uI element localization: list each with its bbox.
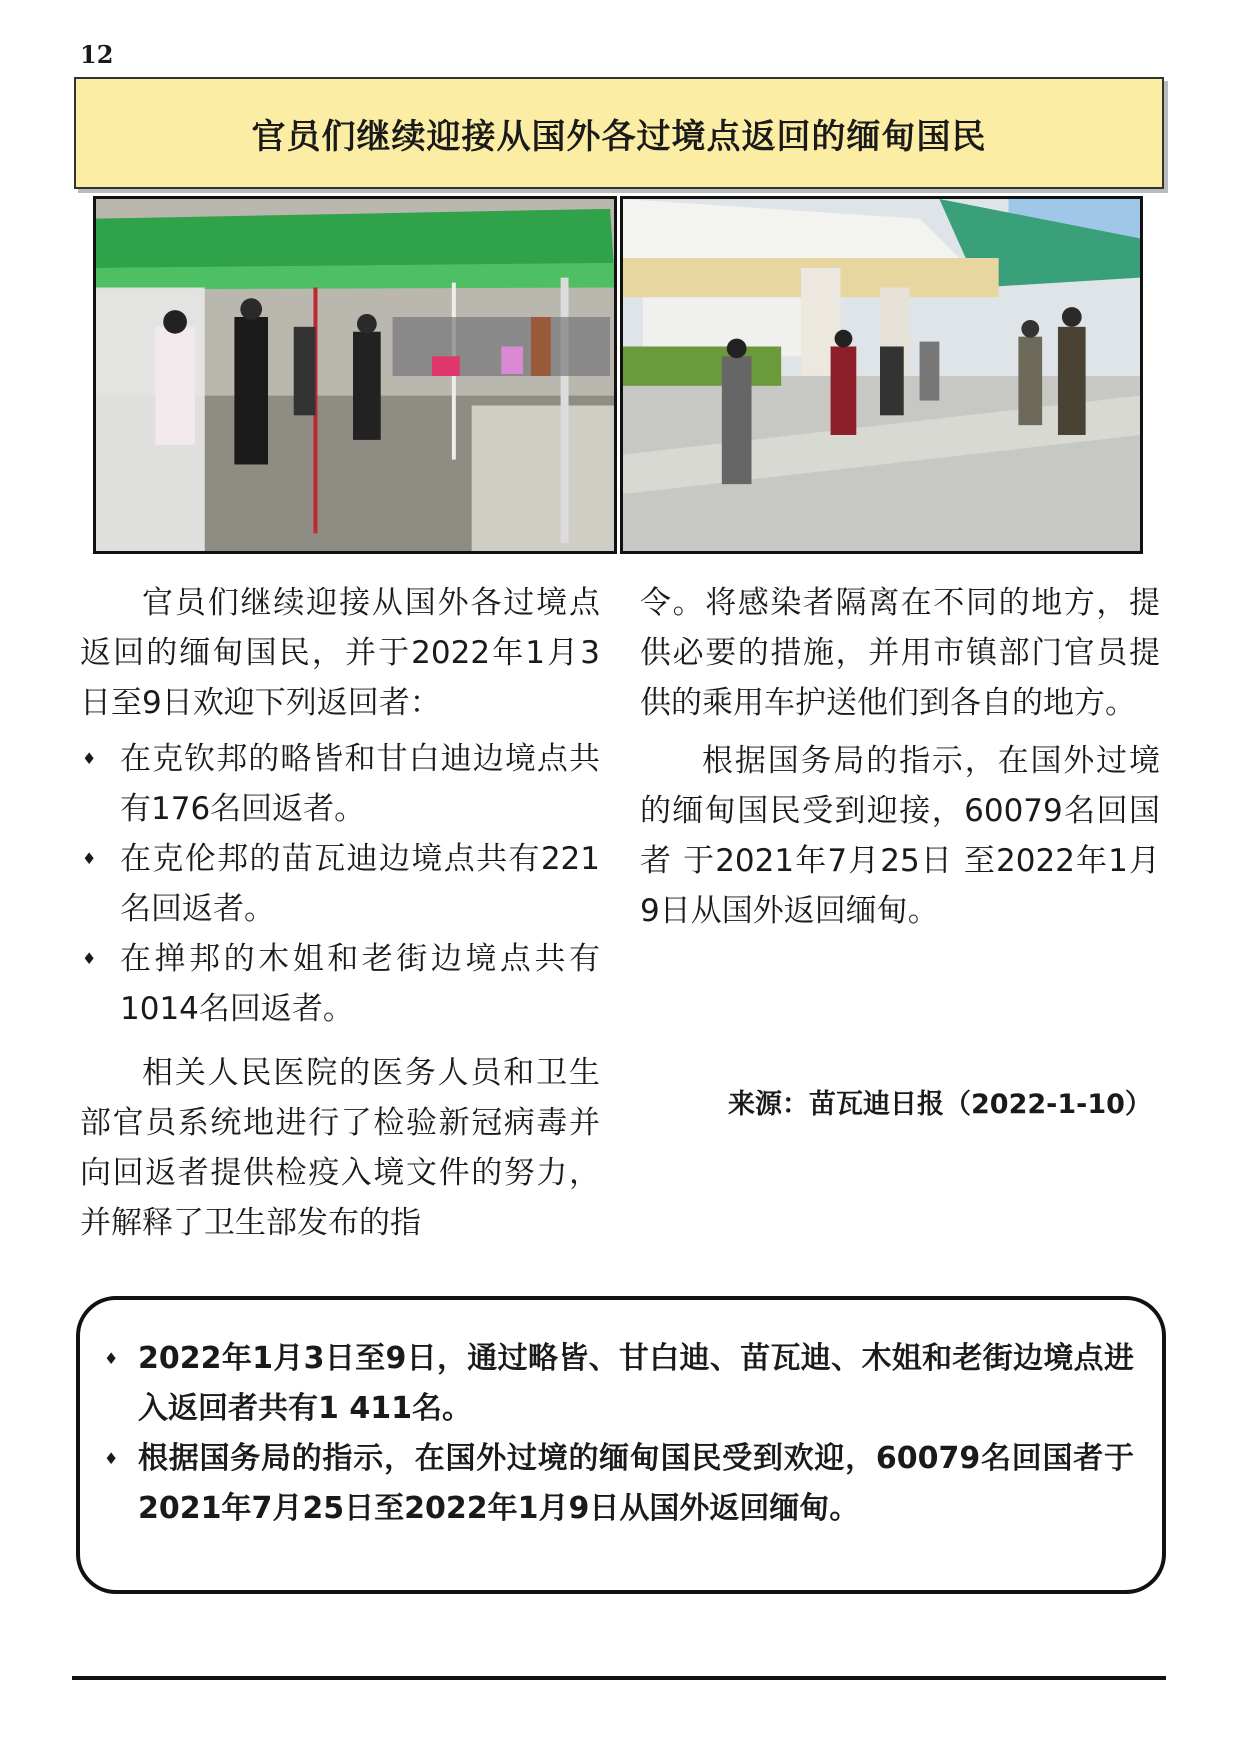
health-paragraph: 相关人民医院的医务人员和卫生部官员系统地进行了检验新冠病毒并向回返者提供检疫入境文件的努力，并解释了卫生部发布的指 xyxy=(80,1055,600,1241)
summary-item xyxy=(100,1334,1134,1434)
page-title: 官员们继续迎接从国外各过境点返回的缅甸国民 xyxy=(251,116,987,157)
photo-building-queue xyxy=(620,196,1143,554)
directive-paragraph: 根据国务局的指示，在国外过境的缅甸国民受到迎接，60079名回国 者 于2021年7月25日 至2022年1月9日从国外返回缅甸。 xyxy=(640,743,1160,929)
summary-item xyxy=(100,1434,1134,1534)
bullet-text: 在克伦邦的苗瓦迪边境点共有221名回返者。 xyxy=(120,841,600,927)
diamond-bullet-icon: ♦ xyxy=(104,1349,119,1368)
summary-text: 根据国务局的指示，在国外过境的缅甸国民受到欢迎，60079名回国者于2021年7月25日至2022年1月9日从国外返回缅甸。 xyxy=(138,1441,1134,1526)
diamond-bullet-icon: ♦ xyxy=(82,949,97,968)
building-queue-photo-icon xyxy=(623,199,1140,551)
summary-box xyxy=(76,1296,1166,1594)
bullet-item-kayin xyxy=(80,834,600,934)
right-column xyxy=(640,578,1160,936)
continuation-paragraph: 令。将感染者隔离在不同的地方，提供必要的措施，并用市镇部门官员提供的乘用车护送他们到各自的地方。 xyxy=(640,585,1160,721)
bullet-item-kachin xyxy=(80,734,600,834)
bullet-text: 在克钦邦的略皆和甘白迪边境点共有176名回返者。 xyxy=(120,741,600,827)
left-column xyxy=(80,578,600,1248)
photo-tent-checkpoint xyxy=(93,196,617,554)
returnee-bullet-list xyxy=(80,734,600,1034)
page-number: 12 xyxy=(80,40,114,69)
tent-checkpoint-photo-icon xyxy=(96,199,614,551)
summary-text: 2022年1月3日至9日，通过略皆、甘白迪、苗瓦迪、木姐和老街边境点进入返回者共有1 411名。 xyxy=(138,1341,1134,1426)
bullet-item-shan xyxy=(80,934,600,1034)
diamond-bullet-icon: ♦ xyxy=(82,849,97,868)
summary-list xyxy=(100,1334,1134,1534)
diamond-bullet-icon: ♦ xyxy=(82,749,97,768)
title-banner xyxy=(74,77,1164,189)
source-citation: 来源：苗瓦迪日报（2022-1-10） xyxy=(728,1089,1152,1120)
intro-paragraph: 官员们继续迎接从国外各过境点返回的缅甸国民，并于2022年1月3日至9日欢迎下列返回者： xyxy=(80,585,600,721)
bullet-text: 在掸邦的木姐和老街边境点共有1014名回返者。 xyxy=(120,941,600,1027)
footer-rule xyxy=(72,1676,1166,1680)
diamond-bullet-icon: ♦ xyxy=(104,1449,119,1468)
